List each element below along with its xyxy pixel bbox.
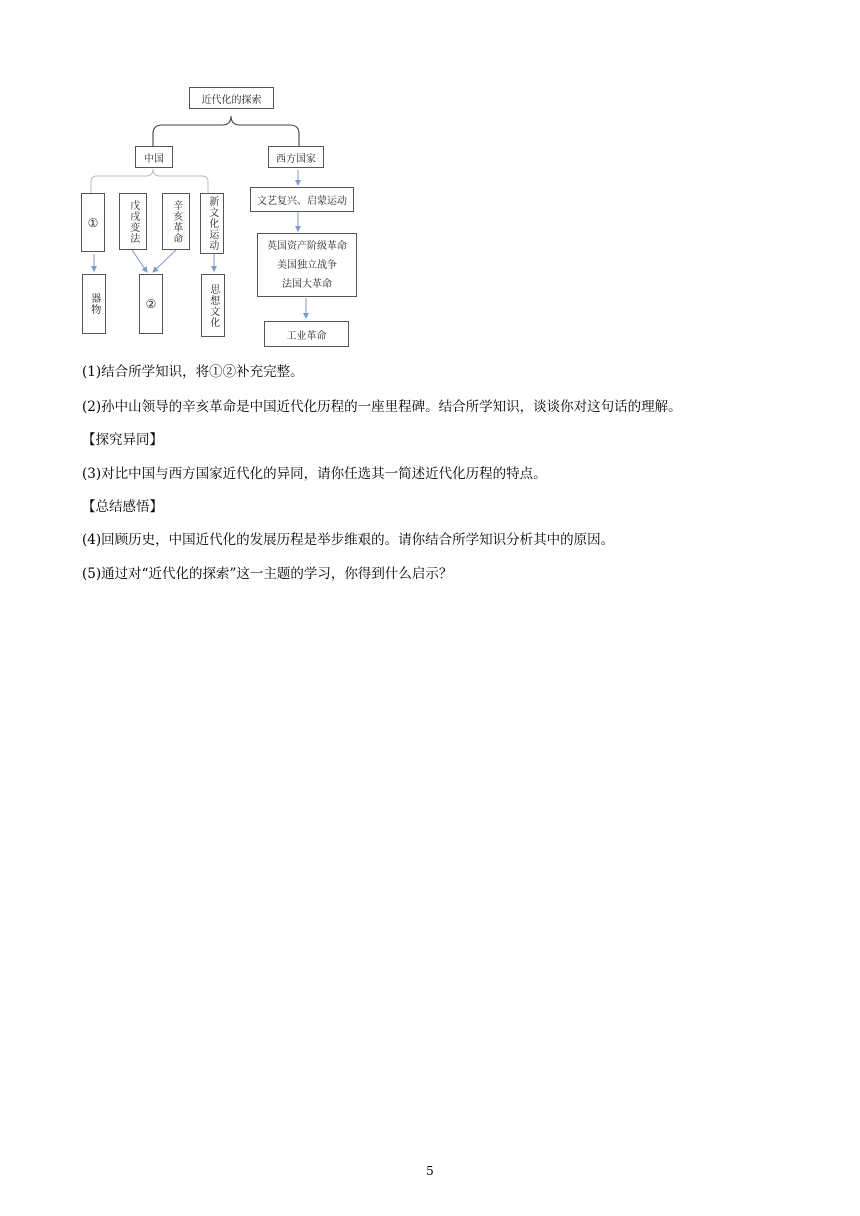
question-4: (4)回顾历史，中国近代化的发展历程是举步维艰的。请你结合所学知识分析其中的原因。	[82, 532, 615, 548]
west-step-2-item: 英国资产阶级革命	[267, 240, 347, 252]
page-number: 5	[426, 1164, 434, 1178]
china-node: 中国	[135, 146, 173, 168]
west-node: 西方国家	[268, 146, 324, 168]
china-col-1: ①	[81, 193, 105, 252]
west-step-2-item: 美国独立战争	[277, 259, 337, 271]
question-1: (1)结合所学知识，将①②补充完整。	[82, 364, 304, 380]
diagram-connectors	[0, 0, 860, 360]
china-col-2: 戊戌变法	[119, 193, 147, 250]
west-step-3: 工业革命	[264, 321, 349, 347]
china-out-1: 器物	[82, 274, 106, 334]
section-heading-compare: 【探究异同】	[82, 432, 163, 448]
question-2: (2)孙中山领导的辛亥革命是中国近代化历程的一座里程碑。结合所学知识，谈谈你对这句话的理解。	[82, 399, 682, 415]
root-node: 近代化的探索	[189, 87, 274, 109]
china-out-3: 思想文化	[201, 274, 225, 337]
china-col-4: 新文化运动	[200, 193, 224, 254]
section-heading-reflect: 【总结感悟】	[82, 499, 163, 515]
west-step-2	[257, 233, 357, 297]
china-out-2: ②	[139, 274, 163, 334]
question-5: (5)通过对“近代化的探索”这一主题的学习，你得到什么启示？	[82, 566, 453, 582]
west-step-2-item: 法国大革命	[282, 278, 332, 290]
china-col-3: 辛亥革命	[162, 193, 190, 250]
question-3: (3)对比中国与西方国家近代化的异同，请你任选其一简述近代化历程的特点。	[82, 466, 547, 482]
west-step-1: 文艺复兴、启蒙运动	[250, 187, 354, 212]
